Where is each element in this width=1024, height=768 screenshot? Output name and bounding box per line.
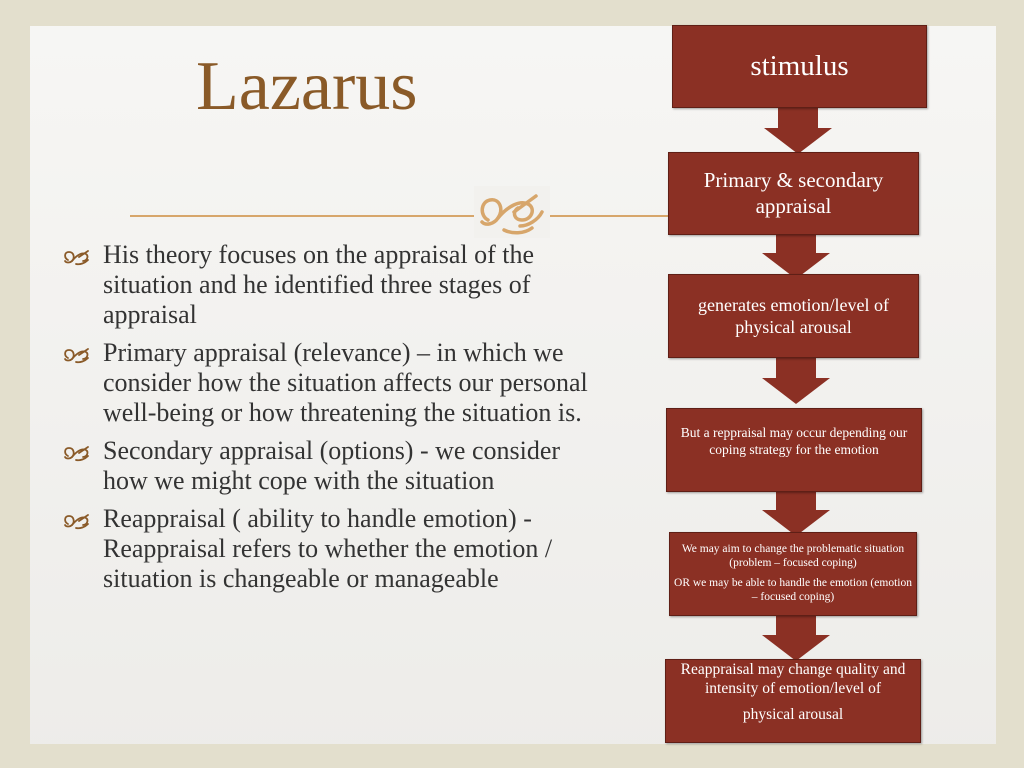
bullet-item xyxy=(62,240,602,330)
bullet-text: Reappraisal ( ability to handle emotion) - Reappraisal refers to whether the emotion / situation is changeable or manageable xyxy=(103,504,553,593)
ornament-icon xyxy=(474,186,550,238)
bullet-icon xyxy=(62,512,90,530)
flow-box-text: Reappraisal may change quality and intensity of emotion/level of xyxy=(680,661,906,697)
flow-box-reappraisal xyxy=(666,408,922,492)
flow-arrow xyxy=(762,490,830,536)
flow-arrow xyxy=(764,106,832,154)
flow-box-text: physical arousal xyxy=(742,706,844,723)
bullet-item xyxy=(62,338,602,428)
bullet-icon xyxy=(62,346,90,364)
bullet-text: Secondary appraisal (options) - we consider how we might cope with the situation xyxy=(103,436,561,495)
flow-box-appraisal xyxy=(668,152,919,235)
flow-box-emotion xyxy=(668,274,919,358)
flow-arrow xyxy=(762,356,830,404)
flow-box-text: OR we may be able to handle the emotion (emotion – focused coping) xyxy=(674,577,912,603)
bullet-text: Primary appraisal (relevance) – in which we consider how the situation affects our personal well-being or how threatening the situation is. xyxy=(103,338,588,427)
flow-box-coping xyxy=(669,532,917,616)
bullet-list xyxy=(62,240,602,602)
bullet-text: His theory focuses on the appraisal of the situation and he identified three stages of appraisal xyxy=(103,240,535,329)
flow-box-text: generates emotion/level of physical arousal xyxy=(698,295,889,337)
flow-box-stimulus xyxy=(672,25,927,108)
flow-box-result xyxy=(665,659,921,743)
flow-arrow xyxy=(762,613,830,661)
title-divider xyxy=(130,215,670,217)
bullet-icon xyxy=(62,248,90,266)
bullet-item xyxy=(62,504,602,594)
flow-arrow xyxy=(762,233,830,279)
flow-box-text: But a reppraisal may occur depending our coping strategy for the emotion xyxy=(680,425,908,457)
bullet-icon xyxy=(62,444,90,462)
slide-title: Lazarus xyxy=(196,48,418,125)
flow-box-text: We may aim to change the problematic situation (problem – focused coping) xyxy=(681,543,905,569)
flow-box-text: Primary & secondary appraisal xyxy=(703,168,884,218)
flow-box-text: stimulus xyxy=(750,50,849,82)
bullet-item xyxy=(62,436,602,496)
